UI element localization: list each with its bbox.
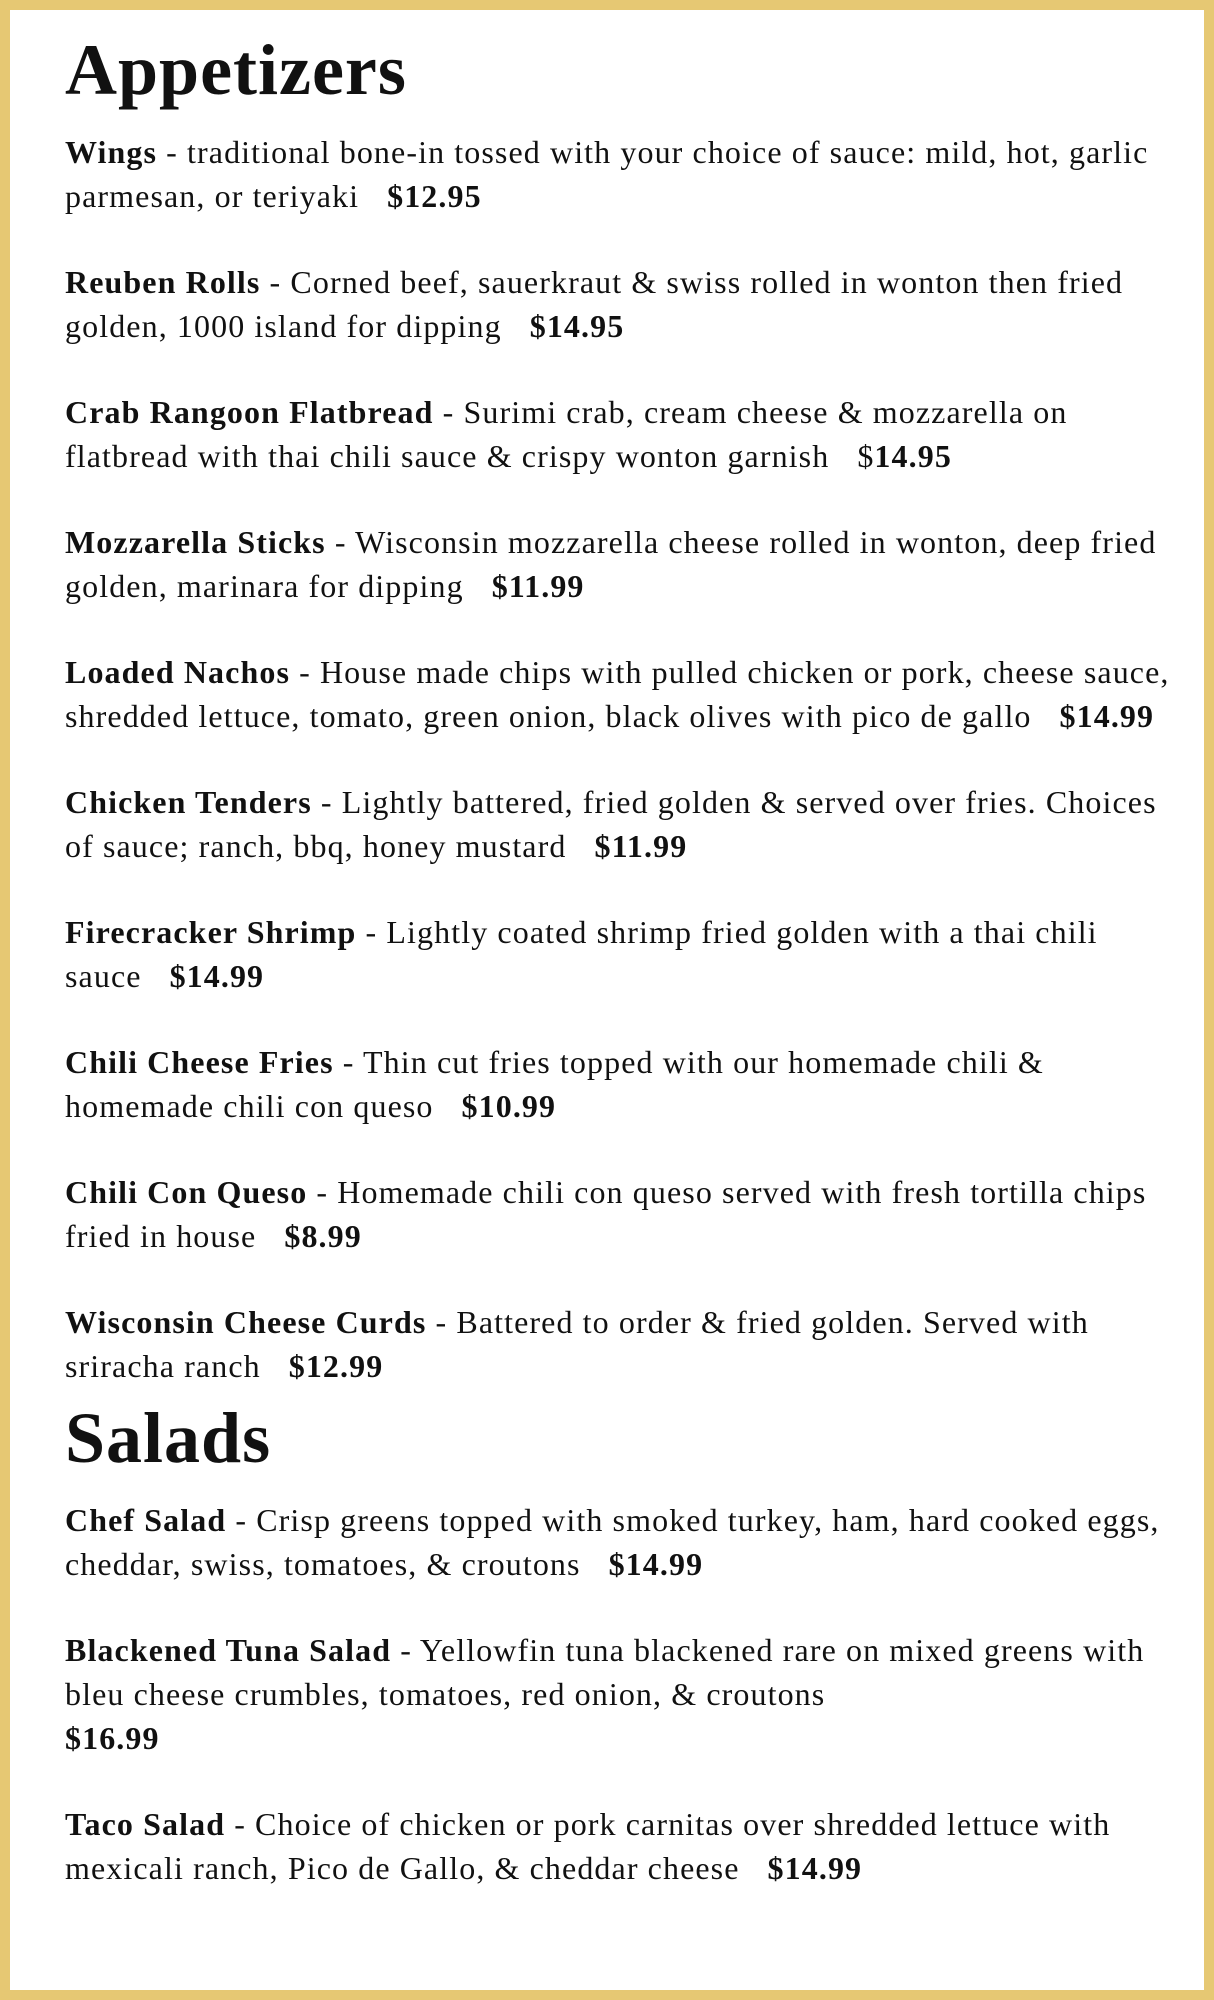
menu-item-crab-rangoon-flatbread	[65, 390, 1185, 478]
price-amount: 14.95	[874, 438, 952, 474]
item-price: $14.99	[767, 1850, 863, 1886]
item-name: Firecracker Shrimp	[65, 914, 357, 950]
menu-item-loaded-nachos	[65, 650, 1185, 738]
item-description: - House made chips with pulled chicken or pork, cheese sauce, shredded lettuce, tomato, green onion, black olives with pico de gallo	[65, 654, 1170, 734]
menu-content	[65, 32, 1185, 1890]
item-price: $14.99	[169, 958, 265, 994]
section-title-salads: Salads	[65, 1398, 272, 1478]
item-name: Chili Cheese Fries	[65, 1044, 334, 1080]
item-price: $16.99	[65, 1720, 160, 1756]
menu-item-mozzarella-sticks	[65, 520, 1185, 608]
item-price	[857, 438, 952, 474]
item-price: $12.95	[387, 178, 482, 214]
menu-item-taco-salad	[65, 1802, 1185, 1890]
salads-list	[65, 1498, 1185, 1890]
item-price: $11.99	[594, 828, 688, 864]
section-title-appetizers: Appetizers	[65, 30, 407, 110]
item-name: Loaded Nachos	[65, 654, 291, 690]
item-name: Chili Con Queso	[65, 1174, 308, 1210]
menu-item-wings	[65, 130, 1185, 218]
item-price: $11.99	[491, 568, 585, 604]
price-symbol: $	[857, 438, 875, 474]
item-name: Chef Salad	[65, 1502, 227, 1538]
menu-item-reuben-rolls	[65, 260, 1185, 348]
item-description: - Wisconsin mozzarella cheese rolled in wonton, deep fried golden, marinara for dipping	[65, 524, 1157, 604]
menu-item-blackened-tuna-salad	[65, 1628, 1185, 1760]
item-name: Mozzarella Sticks	[65, 524, 326, 560]
menu-item-wisconsin-cheese-curds	[65, 1300, 1185, 1388]
item-description: - traditional bone-in tossed with your choice of sauce: mild, hot, garlic parmesan, or teriyaki	[65, 134, 1149, 214]
item-price: $14.99	[1059, 698, 1155, 734]
item-description: - Yellowfin tuna blackened rare on mixed greens with bleu cheese crumbles, tomatoes, red onion, & croutons	[65, 1632, 1145, 1712]
item-price: $12.99	[288, 1348, 384, 1384]
item-price: $14.99	[608, 1546, 704, 1582]
item-description: - Lightly battered, fried golden & served over fries. Choices of sauce; ranch, bbq, honey mustard	[65, 784, 1157, 864]
item-name: Crab Rangoon Flatbread	[65, 394, 434, 430]
item-name: Taco Salad	[65, 1806, 226, 1842]
menu-item-chili-con-queso	[65, 1170, 1185, 1258]
item-price: $14.95	[529, 308, 625, 344]
item-description: - Lightly coated shrimp fried golden with a thai chili sauce	[65, 914, 1098, 994]
item-description: - Corned beef, sauerkraut & swiss rolled in wonton then fried golden, 1000 island for dipping	[65, 264, 1124, 344]
item-description: - Surimi crab, cream cheese & mozzarella on flatbread with thai chili sauce & crispy wonton garnish	[65, 394, 1068, 474]
appetizers-list	[65, 130, 1185, 1388]
menu-item-firecracker-shrimp	[65, 910, 1185, 998]
item-description: - Homemade chili con queso served with fresh tortilla chips fried in house	[65, 1174, 1147, 1254]
item-description: - Choice of chicken or pork carnitas over shredded lettuce with mexicali ranch, Pico de Gallo, & cheddar cheese	[65, 1806, 1111, 1886]
item-name: Wisconsin Cheese Curds	[65, 1304, 427, 1340]
item-name: Chicken Tenders	[65, 784, 312, 820]
item-description: - Crisp greens topped with smoked turkey, ham, hard cooked eggs, cheddar, swiss, tomatoes, & croutons	[65, 1502, 1160, 1582]
item-description: - Battered to order & fried golden. Served with sriracha ranch	[65, 1304, 1089, 1384]
item-name: Wings	[65, 134, 158, 170]
item-price: $8.99	[284, 1218, 362, 1254]
item-name: Blackened Tuna Salad	[65, 1632, 392, 1668]
menu-item-chili-cheese-fries	[65, 1040, 1185, 1128]
menu-item-chicken-tenders	[65, 780, 1185, 868]
item-description: - Thin cut fries topped with our homemade chili & homemade chili con queso	[65, 1044, 1044, 1124]
menu-item-chef-salad	[65, 1498, 1185, 1586]
item-price: $10.99	[461, 1088, 557, 1124]
item-name: Reuben Rolls	[65, 264, 261, 300]
